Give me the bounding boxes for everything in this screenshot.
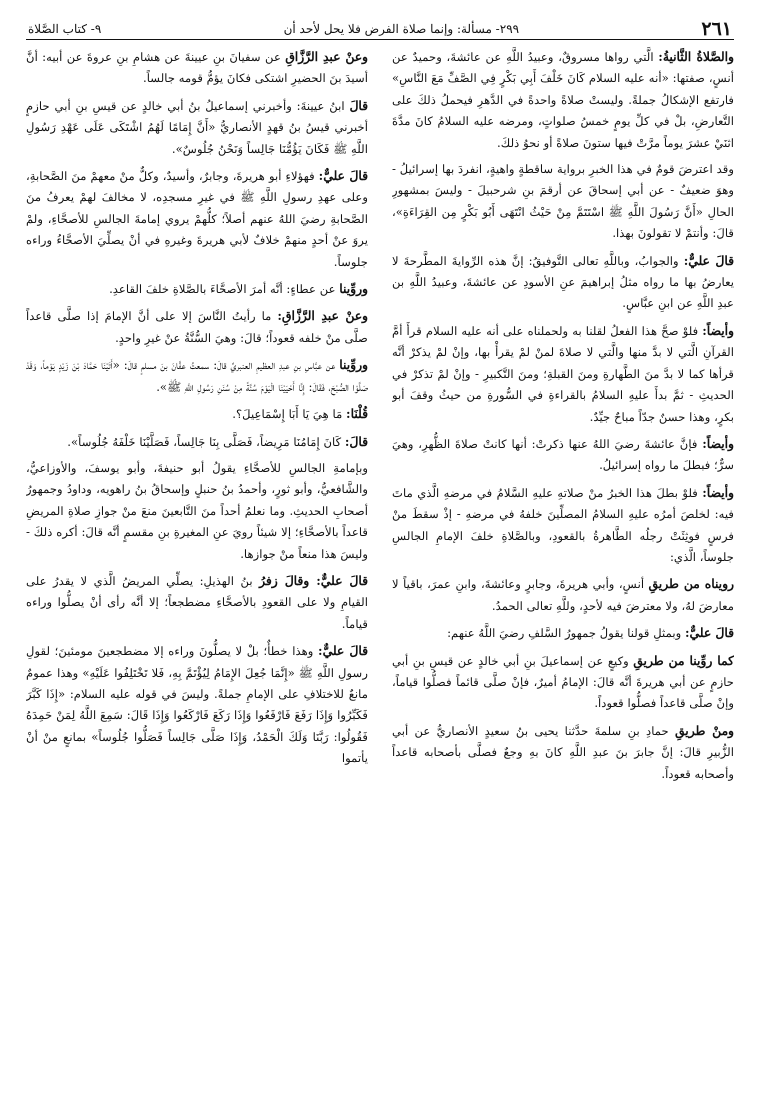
page-number: ٢٦١ <box>701 18 732 40</box>
paragraph-text: عن عطاءٍ: أنَّه أمرَ الأصحَّاءَ بالصَّلاةِ خلفَ القاعدِ. <box>109 282 340 297</box>
paragraph <box>26 46 368 90</box>
paragraph <box>26 431 368 453</box>
paragraph <box>392 46 734 154</box>
paragraph-lead: قالَ: <box>344 433 368 449</box>
paragraph <box>26 403 368 425</box>
paragraph <box>26 570 368 635</box>
header-rule <box>26 39 734 40</box>
paragraph <box>392 650 734 715</box>
paragraph-lead: قالَ عليٌّ: <box>318 643 368 659</box>
paragraph-text: وكيعٍ عن إسماعيلَ بنِ أبي خالدٍ عن قيسِ بنِ أبي حازمٍ عن أبي هريرةَ أنَّه قالَ: الإمامُ أميرٌ، فإنْ صلَّى قائماً فصلُّوا قياماً، وإنْ صلَّى قاعداً فصلُّوا قعوداً. <box>392 653 734 711</box>
paragraph <box>26 354 368 398</box>
paragraph-text: مَا هِيَ يَا أَبَا إِسْمَاعِيلَ؟. <box>232 407 347 422</box>
paragraph <box>392 482 734 569</box>
paragraph <box>392 433 734 477</box>
book-title: ٩- كتاب الصَّلاة <box>28 22 102 36</box>
paragraph-text: وبإمامةِ الجالسِ للأصحَّاءِ يقولُ أبو حنيفةَ، وأبو يوسفَ، والأوزاعيُّ، والشَّافعيُّ، وأبو ثورٍ، وأحمدُ بنُ حنبلٍ وإسحاقُ بنُ راهويه، وداودُ وجمهورُ أصحابِ الحديثِ. وما نعلمُ أحداً منَ التَّابعينَ منعَ منْ جوازِ صلاةِ المريضِ قاعداً بالأصحَّاءِ؛ إلا شيئاً رويَ عنِ المغيرةِ بنِ مقسمٍ أنَّه قالَ: أكره ذلكَ - وليسَ هذا منعاً منْ جوازها. <box>26 460 368 561</box>
paragraph-text: كَانَ إِمَامُنَا مَرِيضاً، فَصَلَّى بِنَا جَالِساً، فَصَلَّيْنَا خَلْفَهُ جُلُوساً». <box>67 434 345 449</box>
paragraph <box>392 573 734 617</box>
paragraph-lead: قُلْنَا: <box>346 406 368 422</box>
paragraph-text: فهؤلاءِ أبو هريرةَ، وجابرٌ، وأسيدٌ، وكلٌّ منْ معهمْ منَ الصَّحابةِ، وعلى عهدِ رسولِ اللَّهِ ﷺ في غيرِ مسجدِه، لا مخالفَ لهمْ يعرفُ منَ الصَّحابةِ رضيَ اللهُ عنهم أصلاً؛ كلُّهمْ يروي إمامةَ الجالسِ للأصحَّاءِ، ولمْ يروَ عنْ أحدٍ منهمْ خلافٌ لأبي هريرةَ وغيرهِ في أنْ يصلِّيَ الأصحَّاءُ وراءه جلوساً. <box>26 169 368 269</box>
section-title: ٢٩٩- مسألة: وإنما صلاة الفرض فلا يحل لأحد أن <box>283 22 520 36</box>
left-text-column <box>26 46 368 1088</box>
paragraph-lead: وروِّينا <box>339 357 368 373</box>
paragraph <box>392 720 734 785</box>
paragraph-lead: قالَ عليٌّ: وقالَ زفرُ <box>259 572 368 588</box>
paragraph-text: ما رأيتُ النَّاسَ إلا على أنَّ الإمامَ إذا صلَّى قاعداً صلَّى منْ خلفه قعوداً؛ قالَ: وهيَ السُّنَّةُ عنْ غيرِ واحدٍ. <box>26 309 368 345</box>
paragraph-lead: وعنْ عبدِ الرَّزَّاقِ: <box>277 308 368 324</box>
paragraph-lead: وعنْ عبدِ الرَّزَّاقِ <box>285 49 368 64</box>
paragraph <box>392 622 734 644</box>
paragraph-text: فلوْ بطلَ هذا الخبرُ منْ صلاتهِ عليهِ السَّلامُ في مرضهِ الَّذي ماتَ فيه: لخلصَ أمرُه عليهِ السلامُ المصلِّينَ خلفهُ في مرضهِ - إذْ سقطَ منْ فرسٍ فوثِئَتْ رجلُه الطَّاهرةُ بالقعودِ، وبالصَّلاةِ خلفَ الإمامِ الجالسِ جلوساً، الَّذي: <box>392 485 734 564</box>
paragraph-text: وهذا خطأٌ؛ بلْ لا يصلُّونَ وراءه إلا مضطجعينَ مومئينَ؛ لقولِ رسولِ اللَّهِ ﷺ «إِنَّمَا جُعِلَ الإِمَامُ لِيُؤْتَمَّ بِهِ، فَلا تَخْتَلِفُوا عَلَيْهِ» وهذا عمومٌ مانعٌ للاختلافِ على الإمامِ جملةً. وليسَ في قوله عليه السلام: «إِذَا كَبَّرَ فَكَبِّرُوا وَإِذَا رَفَعَ فَارْفَعُوا وَإِذَا رَكَعَ فَارْكَعُوا وَإِذَا قَالَ: سَمِعَ اللَّهُ لِمَنْ حَمِدَهُ فَقُولُوا: رَبَّنَا وَلَكَ الْحَمْدُ، وَإِذَا صَلَّى جَالِساً فَصَلُّوا جُلُوساً» بمانعٍ منْ أنْ يأتموا <box>26 644 368 766</box>
paragraph-text: بنُ الهذيلِ: يصلِّي المريضُ الَّذي لا يقدرُ على القيامِ ولا على القعودِ بالأصحَّاءِ مضطجعاً؛ إلا أنَّه رأى أنْ يصلُّوا وراءه قياماً. <box>26 573 368 631</box>
paragraph-lead: وأيضاً: <box>702 322 734 338</box>
paragraph-text: عن عبَّاسِ بنِ عبدِ العظيمِ العنبريِّ قالَ: سمعتُ عفَّانَ بنَ مسلمٍ قالَ: «أَتَيْنَا حَمَّادَ بْنَ زَيْدٍ يَوْماً، وَقَدْ صَلَّوْا الصُّبْحَ، فَقَالَ: إِنَّا أَحْيَيْنَا الْيَوْمَ سُنَّةً مِنْ سُنَنِ رَسُولِ اللَّهِ ﷺ». <box>26 358 368 394</box>
paragraph-lead: قالَ <box>349 97 368 113</box>
paragraph-text: عن سفيانَ بنِ عيينةَ عن هشامِ بنِ عروةَ عن أبيه: أنَّ أسيدَ بنَ الحضيرِ اشتكى فكانَ يؤمُّ قومه جالساً. <box>26 50 368 86</box>
paragraph-lead: قالَ عليٌّ: <box>684 625 734 641</box>
paragraph-text: فإنَّ عائشةَ رضيَ اللهُ عنها ذكرتْ: أنها كانتْ صلاةَ الظُّهرِ، وهيَ سرٌّ؛ فبطلَ ما رواه إسرائيلُ. <box>392 436 734 473</box>
paragraph <box>26 458 368 565</box>
paragraph <box>26 305 368 349</box>
paragraph <box>26 95 368 160</box>
paragraph-lead: وأيضاً: <box>702 484 734 500</box>
paragraph-lead: وأيضاً: <box>702 435 734 451</box>
paragraph-lead: والصَّلاةُ الثَّانيةُ: <box>658 49 734 64</box>
paragraph-text: فلوْ صحَّ هذا الفعلُ لقلنا به ولحملناه على أنه عليه السلام قرأَ أمَّ القرآنِ الَّتي لا بدَّ منها والَّتي لا صلاةَ لمنْ لمْ يقرأْ بها، وإنْ لمْ يذكرْ أنَّه قرأها كما لا بدَّ منَ الطَّهارةِ ومنَ القبلةِ؛ ومنَ التَّكبيرِ - وإنْ لمْ تذكرْ في الحديثِ - ثمَّ بدأَ عليهِ السلامُ بالقراءةِ في السُّورةِ من حيثُ وقفَ أبو بكرٍ، وهذا حسنٌ جدّاً مباحٌ جيِّدٌ. <box>392 323 734 424</box>
paragraph <box>26 278 368 300</box>
paragraph <box>26 640 368 769</box>
paragraph <box>26 165 368 273</box>
paragraph-lead: قالَ عليٌّ: <box>683 252 734 268</box>
right-text-column <box>392 46 734 1088</box>
paragraph-text: حمادِ بنِ سلمةَ حدَّثنا يحيى بنُ سعيدٍ الأنصاريُّ عن أبي الزُّبيرِ قالَ: إنَّ جابرَ بنَ عبدِ اللَّهِ كانَ بهِ وجعٌ فصلَّى بأصحابه قاعداً وأصحابه قعوداً. <box>392 723 734 781</box>
paragraph-text: الَّتي رواها مسروقٌ، وعبيدُ اللَّهِ عن عائشةَ، وحميدٌ عن أنسٍ، صفتها: «أنه عليه السلام كَانَ خَلْفَ أَبِي بَكْرٍ فِي الصَّفِّ مَعَ النَّاسِ» فارتفع الإشكالُ جملةً. وليستْ صلاةً واحدةً في الدَّهرِ فيحملُ ذلكَ على التَّعارضِ، بلْ في كلِّ يومٍ خمسُ صلواتٍ، ومرضه عليه السلامُ كانَ مدَّةَ اثنَيْ عشرَ يوماً مرَّتْ فيها ستونَ صلاةً أو نحوُ ذلكَ. <box>392 50 734 150</box>
paragraph <box>392 250 734 315</box>
paragraph <box>392 320 734 428</box>
paragraph-text: أنسٍ، وأبي هريرةَ، وجابرٍ وعائشةَ، وابنِ عمرَ، باقياً لا معارضَ لهُ، ولا معترضَ فيه لأحدٍ، وللَّهِ تعالى الحمدُ. <box>392 577 734 613</box>
paragraph <box>392 159 734 245</box>
paragraph-lead: ومنْ طريقِ <box>675 722 734 738</box>
paragraph-text: والجوابُ، وباللَّهِ تعالى التَّوفيقُ: إنَّ هذه الرِّوايةَ المطَّرحةَ لا يعارضُ بها ما رواه مثلُ إبراهيمَ عنِ الأسودِ عن عائشةَ، وعبيدُ اللَّهِ بن عبدِ اللَّهِ عن ابنِ عبَّاسٍ. <box>392 253 734 311</box>
paragraph-lead: رويناه من طريقِ <box>648 576 734 592</box>
paragraph-text: وقد اعترضَ قومٌ في هذا الخبرِ برواية ساقطةٍ واهيةٍ، انفردَ بها إسرائيلُ - وهوَ ضعيفٌ - عن أبي إسحاقَ عن أرقمَ بنِ شرحبيلَ - وليسَ بمشهورِ الحالِ «أَنَّ رَسُولَ اللَّهِ ﷺ اسْتَتَمَّ مِنْ حَيْثُ انْتَهَى أَبُو بَكْرٍ مِن القِرَاءَةِ»، قالَ: وأنتمْ لا تقولونَ بهذا. <box>392 162 734 241</box>
paragraph-lead: قالَ عليٌّ: <box>318 168 368 184</box>
paragraph-lead: كما روِّينا من طريقِ <box>633 652 734 668</box>
running-header <box>28 14 732 40</box>
paragraph-text: ابنُ عيينةَ: وأخبرني إسماعيلُ بنُ أبي خالدٍ عن قيسِ بنِ أبي حازمٍ أخبرني قيسُ بنُ قهدٍ الأنصاريُّ «أَنَّ إِمَامًا لَهُمُ اشْتَكَى عَلَى عَهْدِ رَسُولِ اللَّهِ ﷺ فَكَانَ يَؤُمُّنَا جَالِساً وَنَحْنُ جُلُوسٌ». <box>26 98 368 156</box>
paragraph-text: وبمثلِ قولنا يقولُ جمهورُ السَّلفِ رضيَ اللَّهُ عنهم: <box>447 626 685 641</box>
paragraph-lead: وروِّينا <box>339 281 368 297</box>
